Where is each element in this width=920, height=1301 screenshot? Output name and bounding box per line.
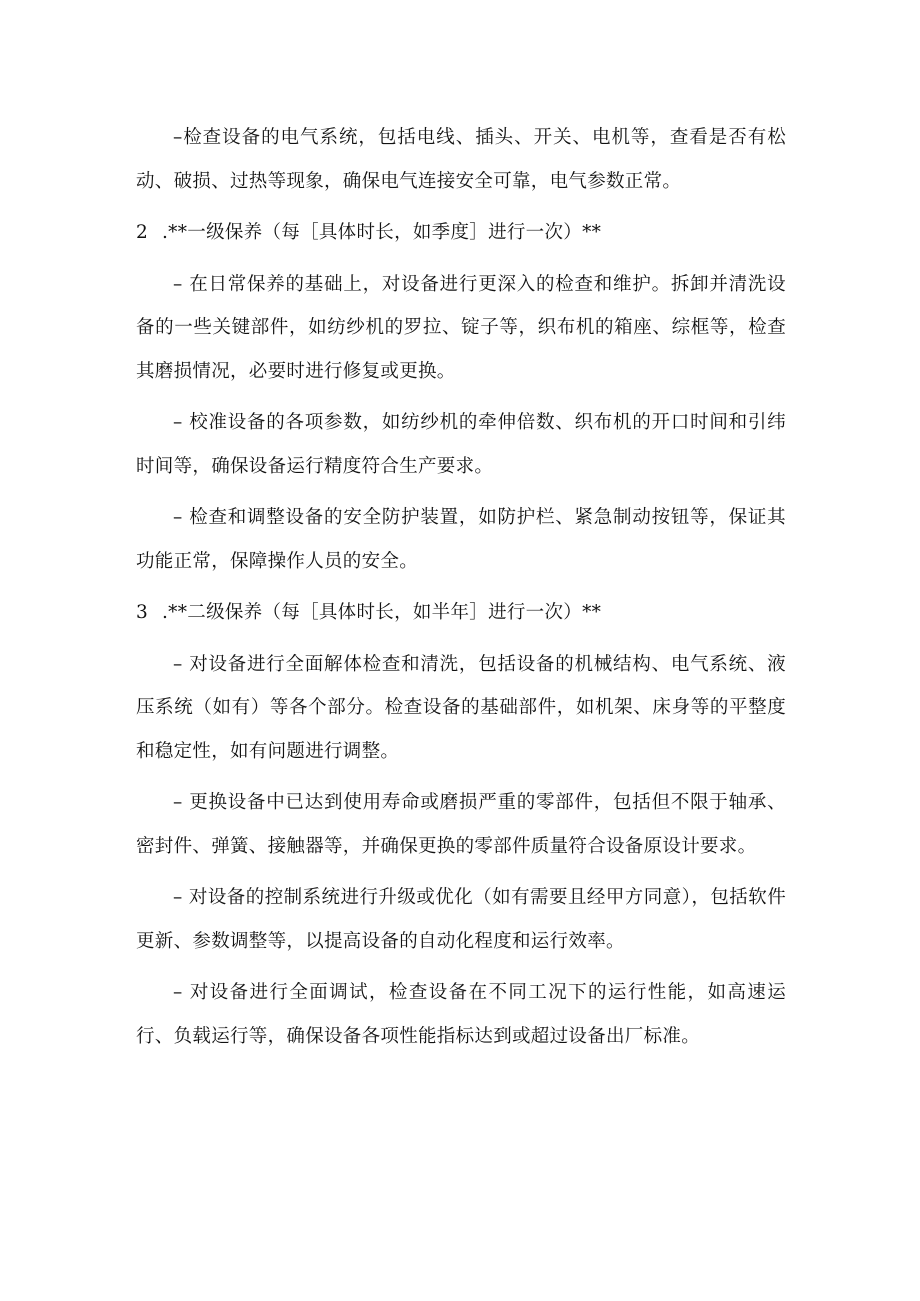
paragraph-gap	[136, 488, 786, 496]
paragraph-control-upgrade: – 对设备的控制系统进行升级或优化（如有需要且经甲方同意），包括软件更新、参数调整等，以提高设备的自动化程度和运行效率。	[136, 887, 786, 952]
paragraph-gap	[136, 393, 786, 401]
section-title: .**一级保养（每［具体时长，如季度］进行一次）**	[162, 222, 602, 243]
document-body	[136, 116, 786, 1058]
paragraph-gap	[136, 255, 786, 263]
section-number: 3	[136, 602, 149, 623]
section-heading-level-2	[136, 591, 786, 635]
section-title: .**二级保养（每［具体时长，如半年］进行一次）**	[162, 602, 602, 623]
paragraph-deep-inspection: – 在日常保养的基础上，对设备进行更深入的检查和维护。拆卸并清洗设备的一些关键部件，如纺纱机的罗拉、锭子等，织布机的箱座、综框等，检查其磨损情况，必要时进行修复或更换。	[136, 273, 786, 382]
paragraph-safety-devices: – 检查和调整设备的安全防护装置，如防护栏、紧急制动按钮等，保证其功能正常，保障操作人员的安全。	[136, 507, 786, 572]
paragraph-full-commissioning: – 对设备进行全面调试，检查设备在不同工况下的运行性能，如高速运行、负载运行等，确保设备各项性能指标达到或超过设备出厂标准。	[136, 982, 786, 1047]
paragraph-gap	[136, 963, 786, 971]
paragraph-gap	[136, 583, 786, 591]
section-heading-level-1	[136, 211, 786, 255]
paragraph-parts-replacement: – 更换设备中已达到使用寿命或磨损严重的零部件，包括但不限于轴承、密封件、弹簧、接触器等，并确保更换的零部件质量符合设备原设计要求。	[136, 792, 786, 857]
section-number: 2	[136, 222, 149, 243]
paragraph-gap	[136, 203, 786, 211]
paragraph-gap	[136, 773, 786, 781]
paragraph-gap	[136, 868, 786, 876]
paragraph-calibration: – 校准设备的各项参数，如纺纱机的牵伸倍数、织布机的开口时间和引纬时间等，确保设备运行精度符合生产要求。	[136, 412, 786, 477]
paragraph-full-disassembly: – 对设备进行全面解体检查和清洗，包括设备的机械结构、电气系统、液压系统（如有）等各个部分。检查设备的基础部件，如机架、床身等的平整度和稳定性，如有问题进行调整。	[136, 653, 786, 762]
paragraph-gap	[136, 635, 786, 643]
paragraph-electrical-check: –检查设备的电气系统，包括电线、插头、开关、电机等，查看是否有松动、破损、过热等现象，确保电气连接安全可靠，电气参数正常。	[136, 127, 786, 192]
